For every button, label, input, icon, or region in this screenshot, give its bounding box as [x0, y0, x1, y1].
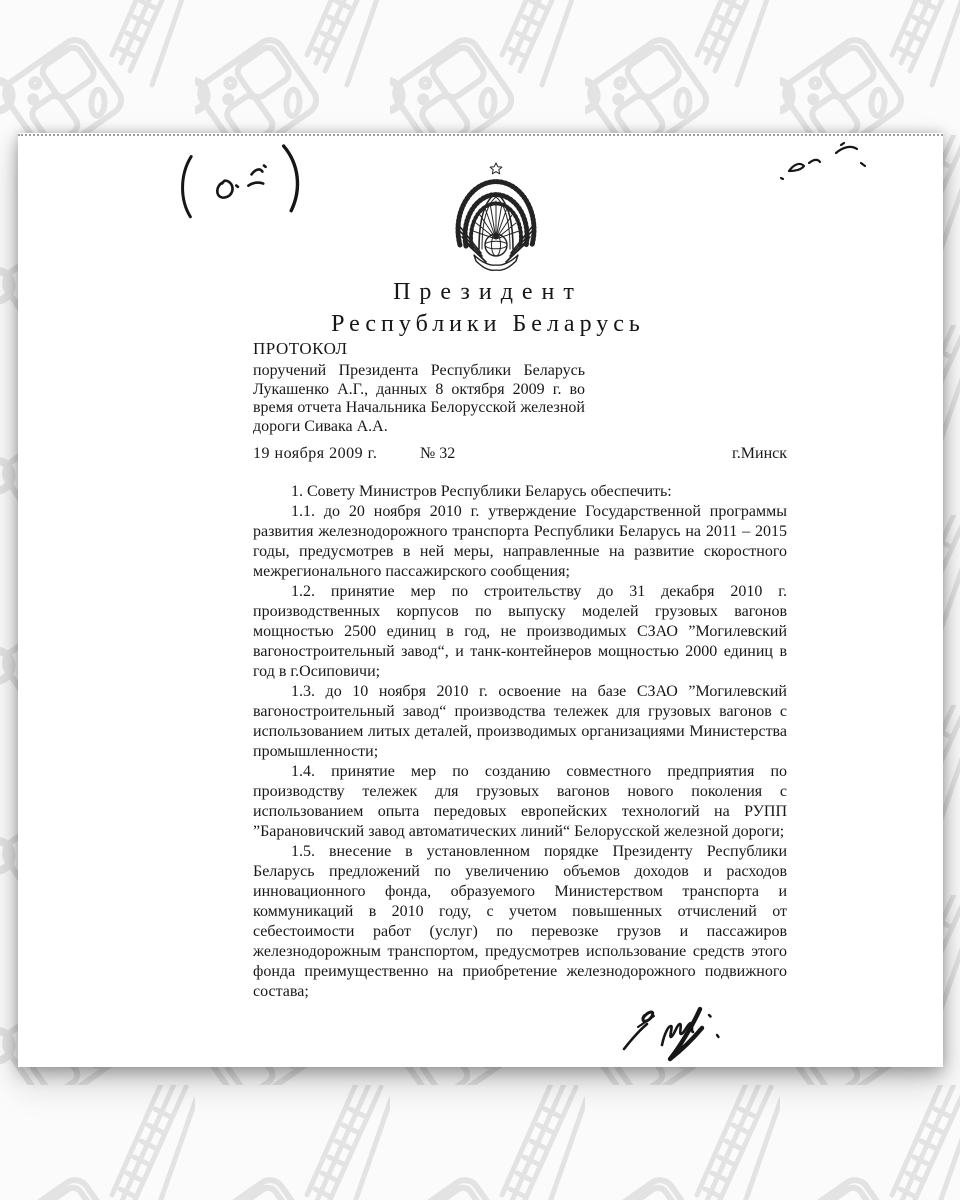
handwritten-note-top-left	[168, 141, 318, 221]
handwritten-signature	[616, 995, 748, 1067]
document-page	[18, 133, 943, 1067]
paragraph-1: 1. Совету Министров Республики Беларусь обеспечить:	[291, 483, 672, 500]
letterhead-title-line1: Президент	[393, 279, 583, 305]
document-subtitle: поручений Президента Республики Беларусь Лукашенко А.Г., данных 8 октября 2009 г. во время отчета Начальника Белорусской железной дороги Сивака А.А.	[253, 362, 585, 435]
document-type-label: ПРОТОКОЛ	[253, 339, 348, 358]
paragraph-1-3: 1.3. до 10 ноября 2010 г. освоение на базе СЗАО ”Могилевский вагоностроительный завод“ производства тележек для грузовых вагонов с использованием литых деталей, производимых организациями Министерства промышленности;	[253, 683, 787, 760]
belarus-coat-of-arms-emblem	[445, 161, 547, 273]
paragraph-1-4: 1.4. принятие мер по созданию совместного предприятия по производству тележек для грузовых вагонов нового поколения с использованием опыта передовых европейских технологий на РУПП ”Барановичский завод автоматических линий“ Белорусской железной дороги;	[253, 763, 787, 840]
paragraph-1-5: 1.5. внесение в установленном порядке Президенту Республики Беларусь предложений по увеличению объемов доходов и расходов инновационного фонда, образуемого Министерством транспорта и коммуникаций в 2010 году, с учетом повышенных отчислений от себестоимости работ (услуг) по перевозке грузов и пассажиров железнодорожным транспортом, предусмотрев использование средств этого фонда преимущественно на приобретение железнодорожного подвижного состава;	[253, 843, 787, 1000]
handwritten-note-top-right	[733, 137, 868, 199]
document-number: № 32	[420, 445, 456, 462]
letterhead-title-line2: Республики Беларусь	[331, 311, 645, 337]
document-place: г.Минск	[732, 445, 787, 462]
paragraph-1-2: 1.2. принятие мер по строительству до 31 декабря 2010 г. производственных корпусов по выпуску моделей грузовых вагонов мощностью 2500 единиц в год, не производимых СЗАО ”Могилевский вагоностроительный завод“, и танк-контейнеров мощностью 2000 единиц в год в г.Осиповичи;	[253, 583, 787, 680]
document-meta-row	[253, 445, 787, 465]
paragraph-1-1: 1.1. до 20 ноября 2010 г. утверждение Государственной программы развития железнодорожного транспорта Республики Беларусь на 2011 – 2015 годы, предусмотрев в ней меры, направленные на развитие скоростного межрегионального пассажирского сообщения;	[253, 503, 787, 580]
dotted-scan-line	[18, 134, 943, 136]
document-date: 19 ноября 2009 г.	[253, 445, 378, 462]
document-body	[253, 482, 787, 1002]
letterhead	[250, 276, 726, 340]
